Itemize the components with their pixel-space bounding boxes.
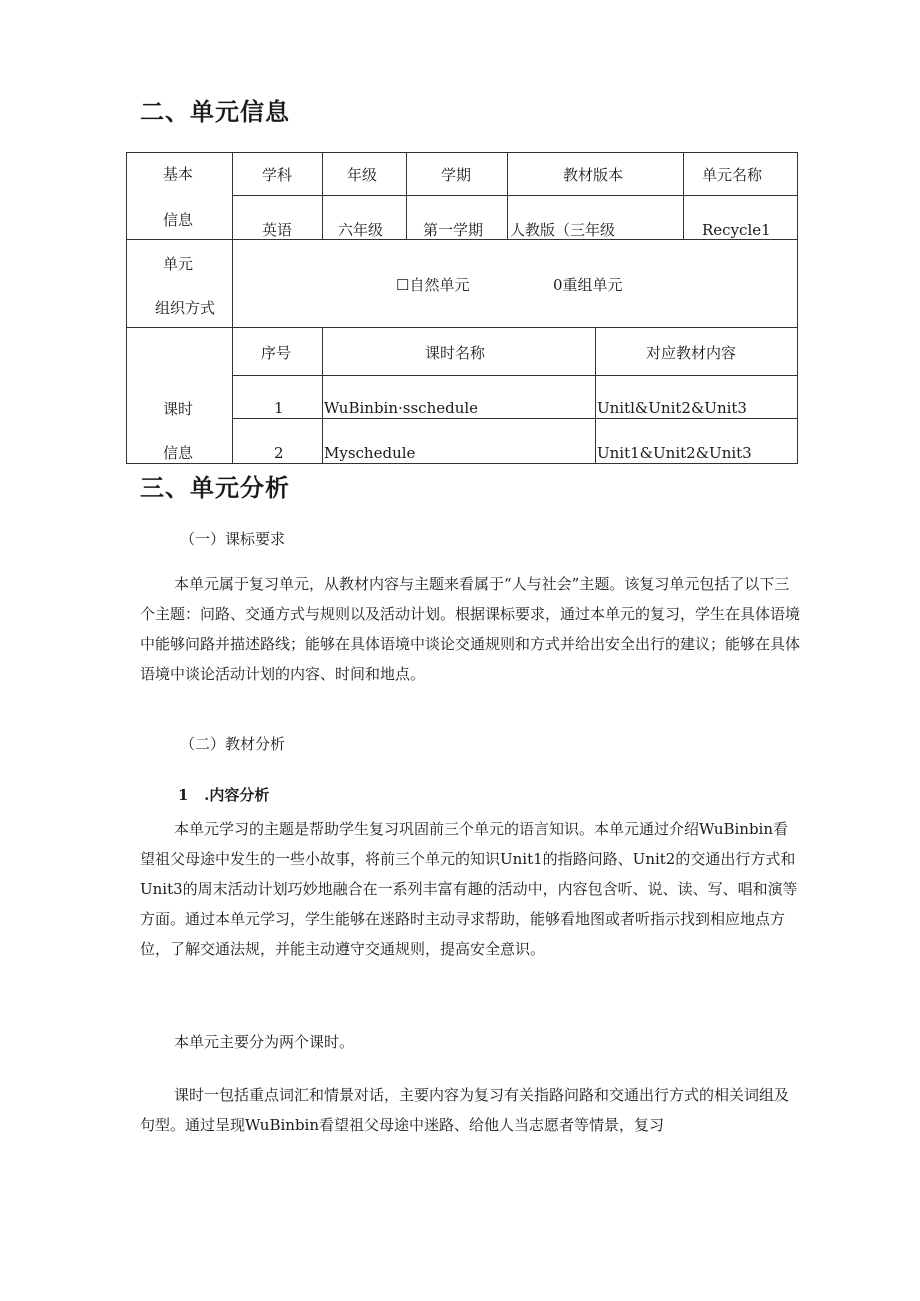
subheading-content-analysis: [178, 784, 269, 805]
table-divider: [322, 152, 323, 240]
table-border: [126, 152, 127, 464]
table-divider: [232, 375, 798, 376]
lesson-header-content: 对应教材内容: [646, 344, 737, 362]
header-textbook: 教材版本: [563, 166, 624, 184]
value-textbook: 人教版（三年级: [510, 221, 616, 239]
table-divider: [232, 195, 798, 196]
lesson-name: Myschedule: [324, 444, 416, 462]
lesson-content: Unit1&Unit2&Unit3: [597, 444, 752, 462]
table-divider: [232, 152, 233, 464]
paragraph-curriculum: 本单元属于复习单元，从教材内容与主题来看属于“人与社会”主题。该复习单元包括了以下三个主题：问路、交通方式与规则以及活动计划。根据课标要求，通过本单元的复习，学生在具体语境中能够问路并描述路线；能够在具体语境中谈论交通规则和方式并给出安全出行的建议；能够在具体语境中谈论活动计划的内容、时间和地点。: [140, 575, 801, 683]
value-grade: 六年级: [338, 221, 384, 239]
org-option-regrouped: 0重组单元: [553, 276, 623, 294]
table-divider: [126, 327, 798, 328]
table-divider: [322, 327, 323, 464]
header-unit-name: 单元名称: [702, 166, 763, 184]
section-heading-unit-analysis: 三、单元分析: [140, 474, 290, 502]
header-grade: 年级: [347, 166, 378, 184]
lesson-content: Unitl&Unit2&Unit3: [597, 399, 747, 417]
lesson-label: 信息: [163, 444, 194, 462]
lesson-header-name: 课时名称: [425, 344, 486, 362]
section-heading-unit-info: 二、单元信息: [140, 98, 290, 126]
value-term: 第一学期: [423, 221, 484, 239]
table-divider: [683, 152, 684, 240]
value-subject: 英语: [262, 221, 293, 239]
paragraph-lesson-count: 本单元主要分为两个课时。: [174, 1033, 355, 1051]
table-divider: [507, 152, 508, 240]
table-divider: [406, 152, 407, 240]
header-subject: 学科: [262, 166, 293, 184]
basic-info-label: 基本: [163, 165, 194, 183]
table-border: [126, 152, 798, 153]
table-border: [126, 463, 798, 464]
subheading-number: 1: [178, 786, 189, 804]
subheading-textbook: （二）教材分析: [180, 735, 286, 753]
lesson-no: 1: [274, 399, 284, 417]
table-divider: [232, 418, 798, 419]
header-term: 学期: [441, 166, 472, 184]
org-label: 组织方式: [155, 299, 216, 317]
table-divider: [595, 327, 596, 464]
value-unit-name: Recycle1: [702, 221, 771, 239]
org-label: 单元: [163, 255, 194, 273]
lesson-name: WuBinbin·sschedule: [324, 399, 479, 417]
paragraph-lesson-one: 课时一包括重点词汇和情景对话，主要内容为复习有关指路问路和交通出行方式的相关词组及句型。通过呈现WuBinbin看望祖父母途中迷路、给他人当志愿者等情景，复习: [140, 1086, 790, 1134]
lesson-no: 2: [274, 444, 284, 462]
basic-info-label: 信息: [163, 211, 194, 229]
org-option-natural: ☐自然单元: [396, 276, 470, 294]
subheading-curriculum: （一）课标要求: [180, 530, 286, 548]
paragraph-content-analysis: 本单元学习的主题是帮助学生复习巩固前三个单元的语言知识。本单元通过介绍WuBinbin看望祖父母途中发生的一些小故事，将前三个单元的知识Unit1的指路问路、Unit2的交通出行方式和Unit3的周末活动计划巧妙地融合在一系列丰富有趣的活动中，内容包含听、说、读、写、唱和演等方面。通过本单元学习，学生能够在迷路时主动寻求帮助，能够看地图或者听指示找到相应地点方位，了解交通法规，并能主动遵守交通规则，提高安全意识。: [140, 820, 798, 958]
lesson-label: 课时: [163, 400, 194, 418]
lesson-header-no: 序号: [261, 344, 292, 362]
subheading-text: .内容分析: [204, 786, 270, 804]
table-border: [797, 152, 798, 464]
